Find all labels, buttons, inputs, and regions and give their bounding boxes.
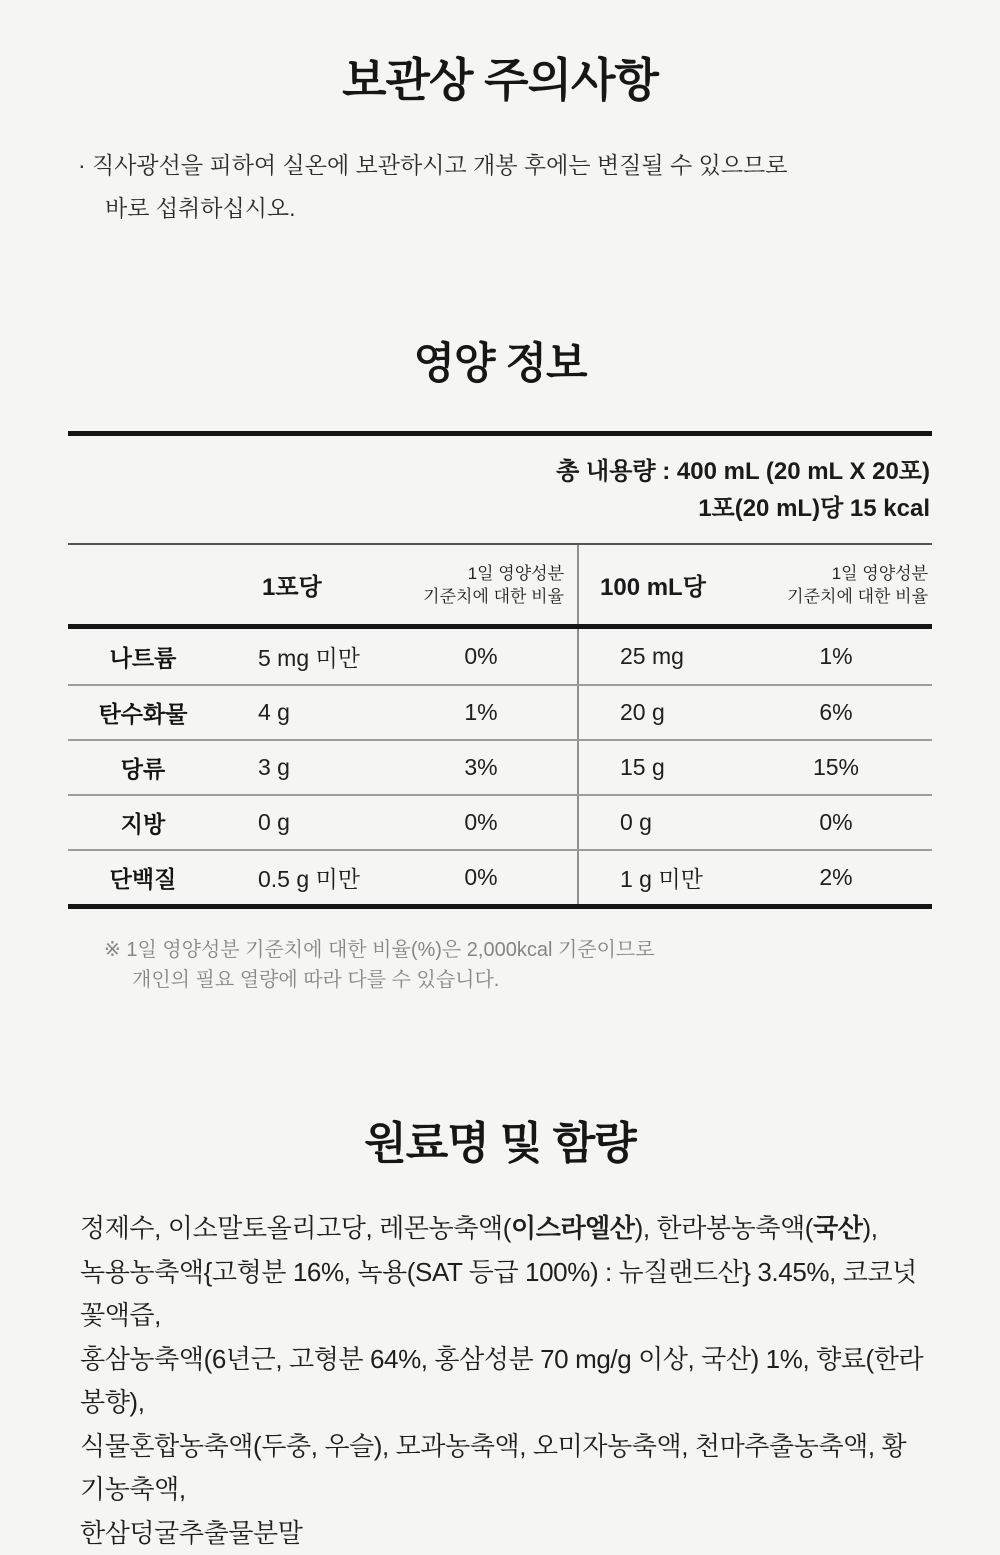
ingredient-text: 정제수, 이소말토올리고당, 레몬농축액( [80, 1213, 511, 1243]
storage-note-line2: 바로 섭취하십시오. [78, 187, 930, 230]
header-per-pack: 1포당 [218, 567, 403, 602]
row-label: 단백질 [68, 861, 218, 894]
per-100ml-amount-value: 0 g [620, 809, 740, 836]
storage-section-title: 보관상 주의사항 [0, 0, 1000, 110]
footnote-line2: 개인의 필요 열량에 따라 다를 수 있습니다. [104, 965, 1000, 995]
ingredients-list [80, 1207, 930, 1555]
footnote-line1: ※ 1일 영양성분 기준치에 대한 비율(%)은 2,000kcal 기준이므로 [104, 935, 1000, 965]
per-100ml-daily-pct: 0% [740, 809, 932, 836]
per-100ml-amount-value: 25 mg [620, 643, 740, 670]
nutrition-table [68, 431, 932, 909]
bullet-marker: · [78, 144, 86, 187]
ingredient-text: 한삼덩굴추출물분말 [80, 1518, 302, 1548]
header-daily-ratio-1 [403, 562, 577, 608]
per-pack-daily-pct: 3% [403, 754, 577, 781]
per-100ml-daily-pct: 1% [740, 643, 932, 670]
per-100ml-amount [577, 741, 740, 794]
row-label: 당류 [68, 751, 218, 784]
per-100ml-daily-pct: 15% [740, 754, 932, 781]
per-pack-amount: 3 g [218, 754, 403, 781]
ingredient-text: 홍삼농축액(6년근, 고형분 64%, 홍삼성분 70 mg/g 이상, 국산) 1%, 향료(한라봉향), [80, 1344, 923, 1418]
total-volume: 총 내용량 : 400 mL (20 mL X 20포) [68, 453, 930, 490]
per-100ml-amount [577, 796, 740, 849]
row-label: 탄수화물 [68, 696, 218, 729]
header-daily-ratio-1-line2: 기준치에 대한 비율 [403, 585, 564, 608]
header-daily-ratio-2-line1: 1일 영양성분 [740, 562, 928, 585]
header-daily-ratio-2-line2: 기준치에 대한 비율 [740, 585, 928, 608]
header-daily-ratio-1-line1: 1일 영양성분 [403, 562, 564, 585]
table-row-protein [68, 849, 932, 904]
calories-per-pack: 1포(20 mL)당 15 kcal [68, 490, 930, 527]
per-100ml-amount-value: 1 g 미만 [620, 861, 740, 894]
per-100ml-amount [577, 629, 740, 684]
ingredients-line [80, 1251, 930, 1338]
ingredient-text: 녹용농축액{고형분 16%, 녹용(SAT 등급 100%) : 뉴질랜드산} 3.45%, 코코넛꽃액즙, [80, 1257, 917, 1331]
ingredient-text: ), 한라봉농축액( [635, 1213, 813, 1243]
ingredient-text: 식물혼합농축액(두충, 우슬), 모과농축액, 오미자농축액, 천마추출농축액, 황기농축액, [80, 1431, 906, 1505]
ingredient-origin-bold: 이스라엘산 [511, 1213, 635, 1243]
ingredients-line [80, 1512, 930, 1555]
ingredient-origin-bold: 국산 [813, 1213, 862, 1243]
ingredient-text: ), [863, 1213, 878, 1243]
per-100ml-amount [577, 851, 740, 904]
per-pack-daily-pct: 0% [403, 864, 577, 891]
storage-note-line1: 직사광선을 피하여 실온에 보관하시고 개봉 후에는 변질될 수 있으므로 [78, 144, 930, 187]
per-pack-amount: 0 g [218, 809, 403, 836]
table-row-fat [68, 794, 932, 849]
per-100ml-daily-pct: 2% [740, 864, 932, 891]
ingredients-section-title: 원료명 및 함량 [0, 1107, 1000, 1171]
per-100ml-amount [577, 686, 740, 739]
row-label: 지방 [68, 806, 218, 839]
per-pack-amount: 4 g [218, 699, 403, 726]
per-pack-daily-pct: 0% [403, 809, 577, 836]
per-pack-amount: 5 mg 미만 [218, 640, 403, 673]
per-100ml-amount-value: 20 g [620, 699, 740, 726]
table-row-carbohydrate [68, 684, 932, 739]
per-pack-amount: 0.5 g 미만 [218, 861, 403, 894]
storage-note [78, 144, 930, 230]
table-row-sodium [68, 629, 932, 684]
ingredients-line [80, 1338, 930, 1425]
per-100ml-daily-pct: 6% [740, 699, 932, 726]
daily-value-footnote [104, 935, 1000, 995]
ingredients-line [80, 1207, 930, 1251]
header-daily-ratio-2 [740, 562, 932, 608]
header-per-100ml-label: 100 mL당 [600, 567, 740, 602]
table-header-row [68, 545, 932, 629]
nutrition-section-title: 영양 정보 [0, 330, 1000, 391]
per-pack-daily-pct: 1% [403, 699, 577, 726]
header-per-100ml [577, 545, 740, 624]
ingredients-line [80, 1425, 930, 1512]
table-row-sugars [68, 739, 932, 794]
per-100ml-amount-value: 15 g [620, 754, 740, 781]
per-pack-daily-pct: 0% [403, 643, 577, 670]
total-content-block [68, 436, 932, 545]
row-label: 나트륨 [68, 640, 218, 673]
